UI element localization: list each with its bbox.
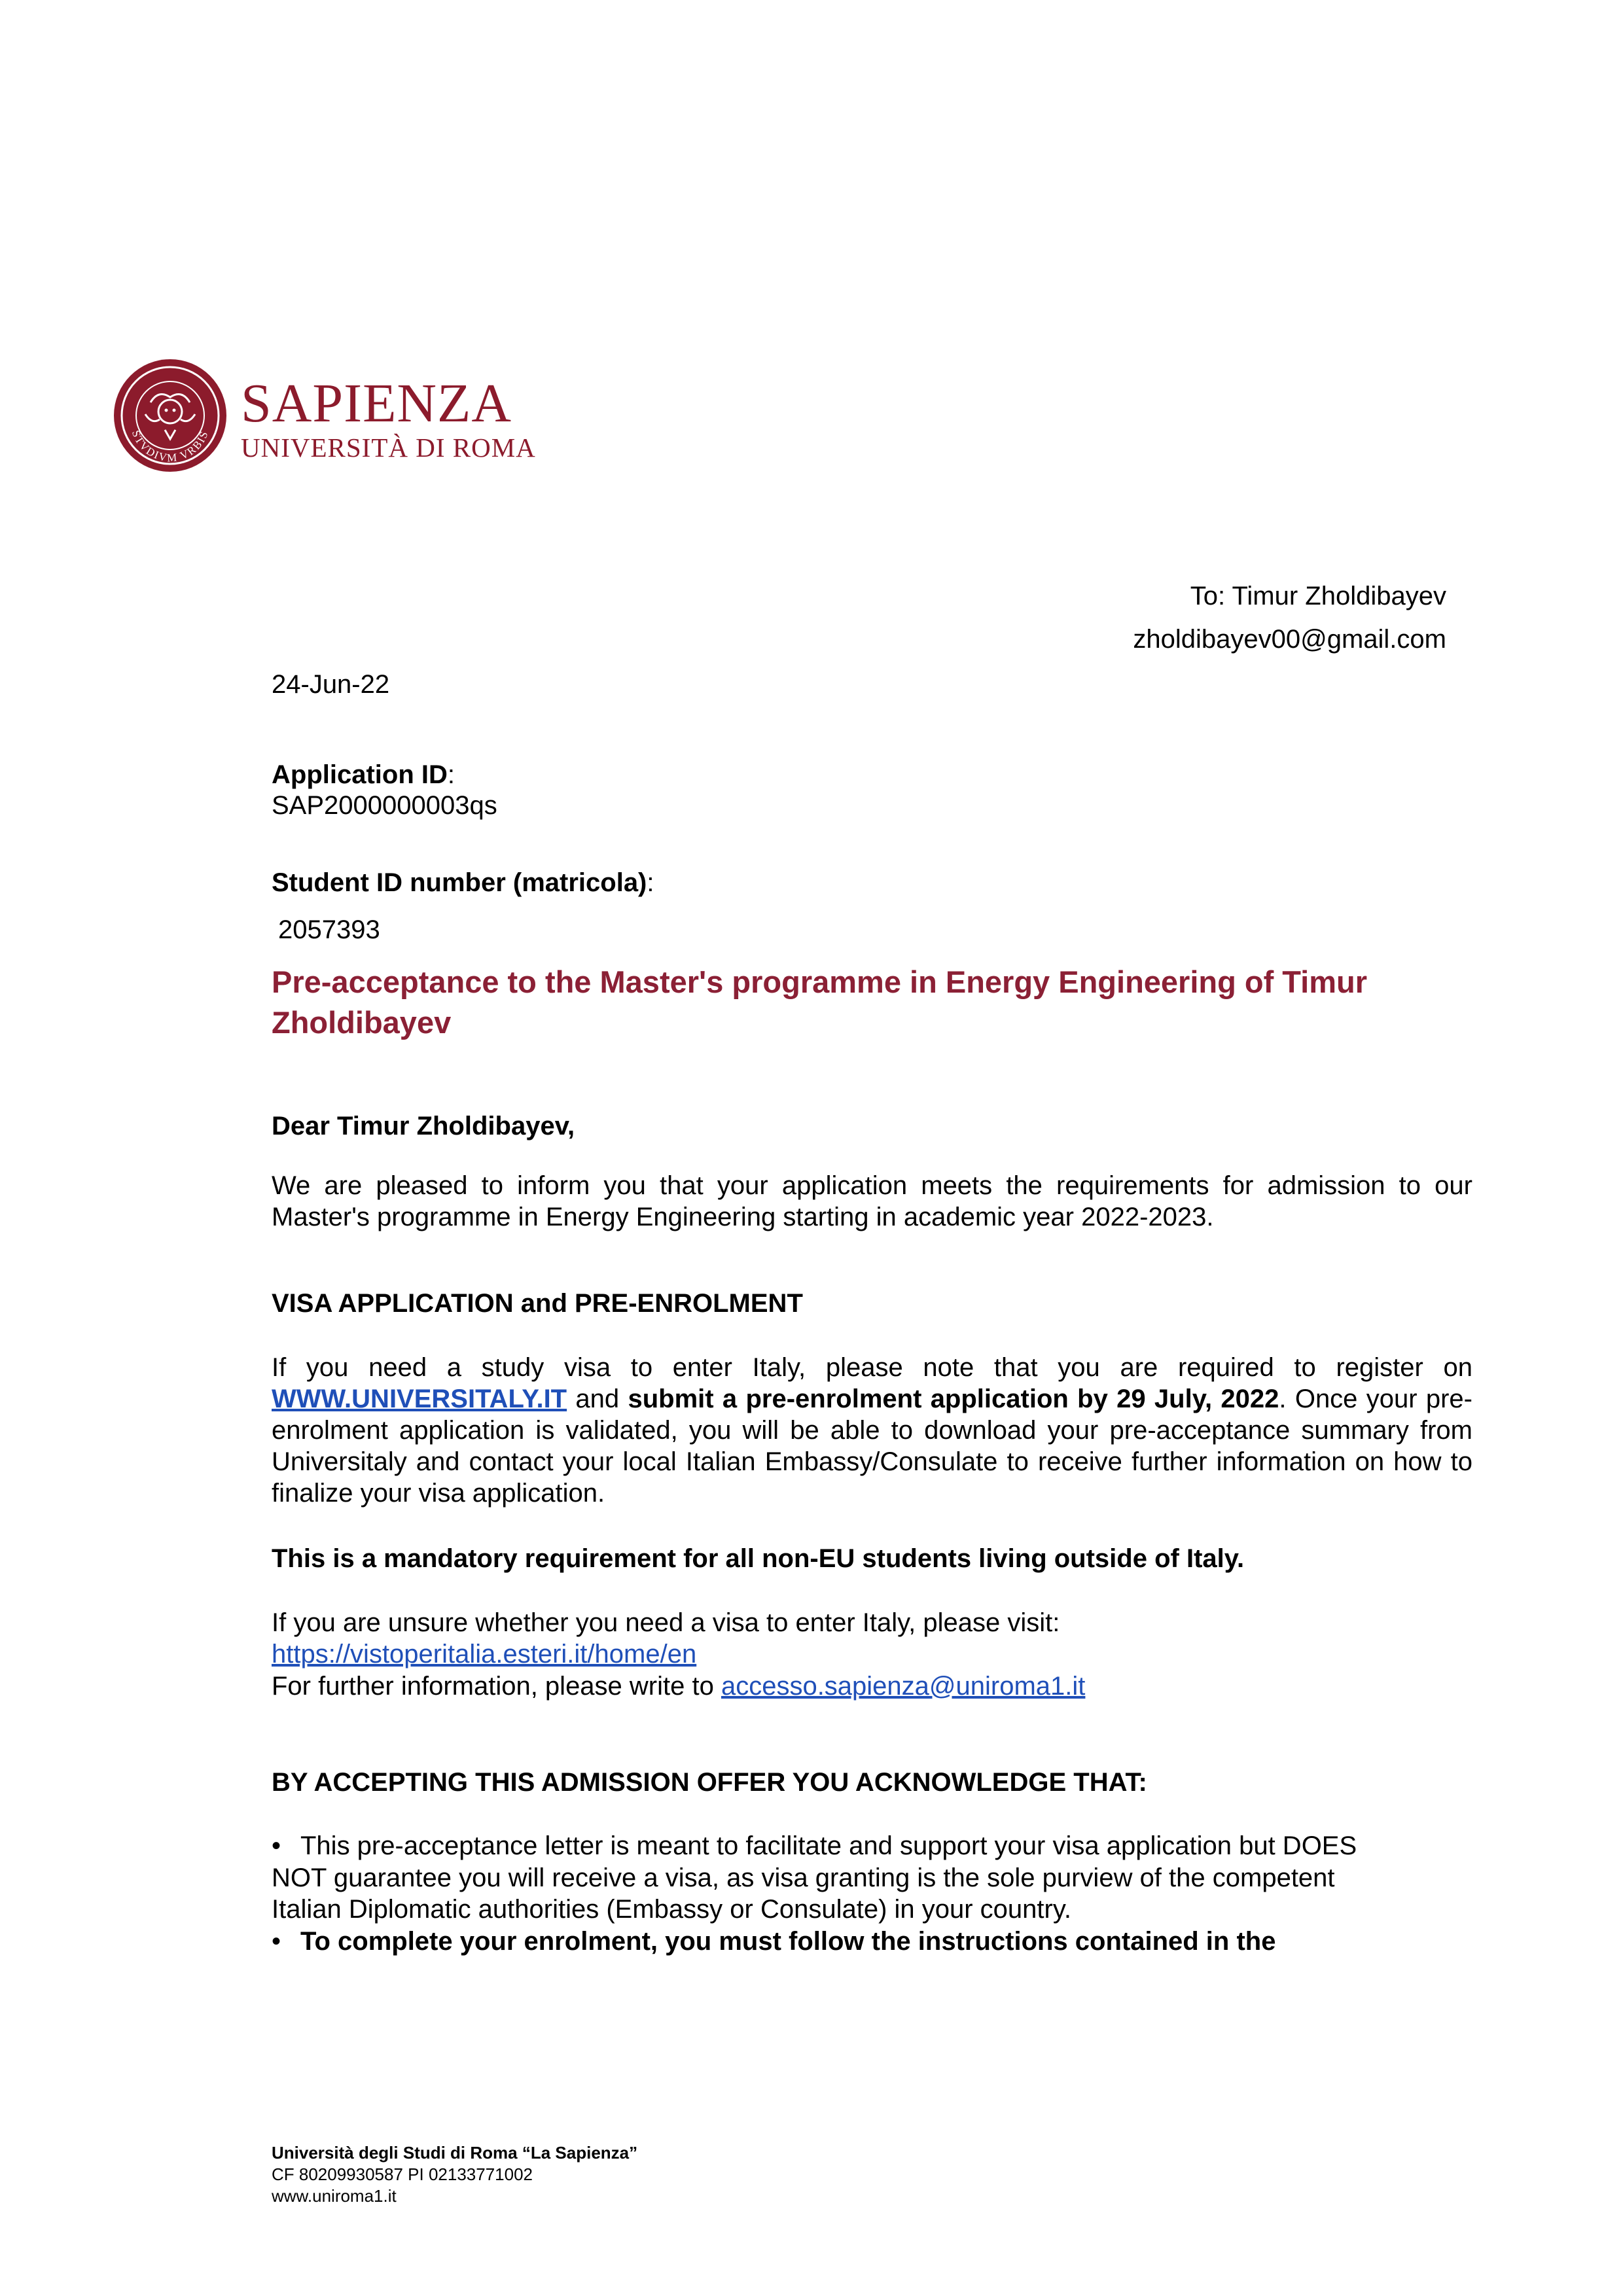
salutation: Dear Timur Zholdibayev, bbox=[272, 1112, 575, 1140]
university-seal-icon bbox=[111, 357, 229, 474]
footer-university: Università degli Studi di Roma “La Sapienza” bbox=[272, 2143, 638, 2163]
student-id-value: 2057393 bbox=[278, 915, 380, 944]
logo-line-2: UNIVERSITÀ DI ROMA bbox=[241, 433, 536, 463]
bullet-icon: • bbox=[272, 1927, 281, 1956]
letter-title: Pre-acceptance to the Master's programme in Energy Engineering of Timur Zholdibayev bbox=[272, 964, 1368, 1040]
contact-email-link[interactable]: accesso.sapienza@uniroma1.it bbox=[721, 1672, 1086, 1701]
application-id-label: Application ID: bbox=[272, 760, 455, 789]
sapienza-logo bbox=[111, 357, 536, 474]
visa-heading: VISA APPLICATION and PRE-ENROLMENT bbox=[272, 1289, 803, 1318]
student-id-label: Student ID number (matricola): bbox=[272, 868, 654, 897]
recipient-name: To: Timur Zholdibayev bbox=[1190, 582, 1446, 610]
mandatory-notice: This is a mandatory requirement for all non-EU students living outside of Italy. bbox=[272, 1544, 1245, 1573]
bullet-icon: • bbox=[272, 1831, 281, 1860]
footer-tax-ids: CF 80209930587 PI 02133771002 bbox=[272, 2164, 533, 2184]
visa-paragraph: If you need a study visa to enter Italy, please note that you are required to register on WWW.UNIVERSITALY.IT and submit a pre-enrolment application by 29 July, 2022. Once your pre-enrolment application is validated, you will be able to download your pre-acceptance summary from Universitaly and contact your local Italian Embassy/Consulate to receive further information on how to finalize your visa application. bbox=[272, 1353, 1472, 1508]
logo-wordmark bbox=[241, 373, 536, 464]
bullet-item-2: • To complete your enrolment, you must follow the instructions contained in the bbox=[272, 1926, 1371, 1958]
bullet-item-1: • This pre-acceptance letter is meant to facilitate and support your visa application but DOES NOT guarantee you will receive a visa, as visa granting is the sole purview of the competent Italian Diplomatic authorities (Embassy or Consulate) in your country. bbox=[272, 1831, 1357, 1924]
visa-unsure-text: If you are unsure whether you need a visa to enter Italy, please visit: bbox=[272, 1608, 1060, 1637]
seal-text: STVDIVM VRBIS bbox=[129, 429, 211, 465]
visa-info-link[interactable]: https://vistoperitalia.esteri.it/home/en bbox=[272, 1640, 697, 1669]
further-info-line: For further information, please write to accesso.sapienza@uniroma1.it bbox=[272, 1672, 1086, 1701]
logo-line-1: SAPIENZA bbox=[241, 373, 512, 434]
letter-date: 24-Jun-22 bbox=[272, 670, 390, 699]
footer-website: www.uniroma1.it bbox=[272, 2186, 397, 2206]
intro-paragraph: We are pleased to inform you that your application meets the requirements for admission to our Master's programme in Energy Engineering starting in academic year 2022-2023. bbox=[272, 1171, 1472, 1231]
acknowledge-heading: BY ACCEPTING THIS ADMISSION OFFER YOU ACKNOWLEDGE THAT: bbox=[272, 1768, 1147, 1797]
recipient-email: zholdibayev00@gmail.com bbox=[1133, 625, 1446, 654]
application-id-value: SAP2000000003qs bbox=[272, 791, 497, 820]
universitaly-link[interactable]: WWW.UNIVERSITALY.IT bbox=[272, 1385, 567, 1413]
